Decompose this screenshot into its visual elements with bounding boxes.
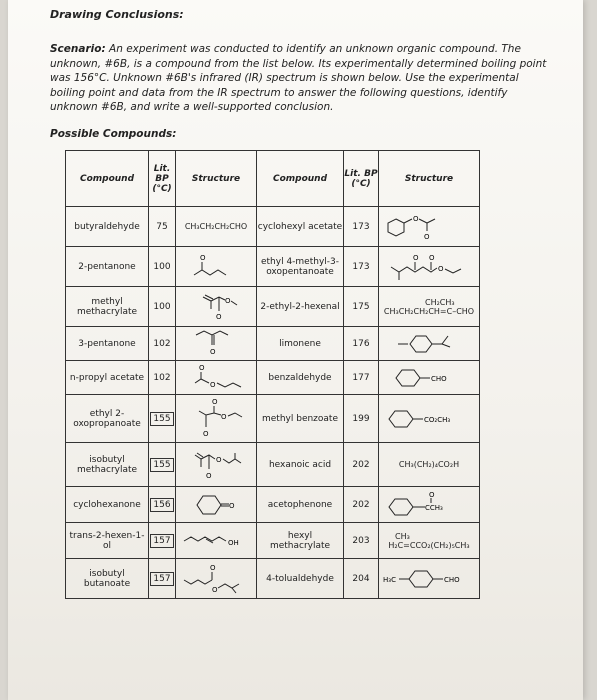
svg-text:O: O: [438, 264, 444, 273]
compound-bp: 100: [149, 247, 176, 287]
compound-name: butyraldehyde: [66, 207, 149, 247]
compound-bp-2: 202: [344, 487, 379, 523]
svg-text:O: O: [424, 232, 430, 241]
page-title: Drawing Conclusions:: [50, 8, 184, 21]
compound-formula: CH₃ H₂C=CCO₂(CH₂)₅CH₃: [379, 523, 480, 559]
compound-bp-2: 204: [344, 559, 379, 599]
compound-formula: CH₂CH₃ CH₃CH₂CH₂CH=C–CHO: [379, 287, 480, 327]
structure-drawing: [176, 487, 257, 523]
compound-name: n-propyl acetate: [66, 361, 149, 395]
structure-drawing: [176, 361, 257, 395]
table-row: [66, 207, 480, 247]
svg-text:O: O: [429, 253, 435, 262]
compound-bp-2: 176: [344, 327, 379, 361]
header-compound-2: Compound: [257, 151, 344, 207]
worksheet-page: [8, 0, 583, 700]
compound-bp: 155: [149, 395, 176, 443]
scenario-label: Scenario:: [50, 43, 106, 55]
svg-text:O: O: [413, 253, 419, 262]
svg-text:O: O: [200, 253, 206, 262]
structure-drawing: [176, 327, 257, 361]
compound-name-2: ethyl 4-methyl-3-oxopentanoate: [257, 247, 344, 287]
svg-text:O: O: [216, 312, 222, 321]
svg-text:CCH₃: CCH₃: [425, 503, 443, 512]
compound-bp: 157: [149, 559, 176, 599]
compound-name: 2-pentanone: [66, 247, 149, 287]
compound-bp: 102: [149, 361, 176, 395]
table-row: [66, 361, 480, 395]
header-bp-2: Lit. BP (°C): [344, 151, 379, 207]
compound-bp: 156: [149, 487, 176, 523]
svg-text:O: O: [216, 455, 222, 464]
structure-drawing: [176, 523, 257, 559]
compound-name-2: 4-tolualdehyde: [257, 559, 344, 599]
compound-name-2: hexanoic acid: [257, 443, 344, 487]
svg-text:O: O: [225, 296, 231, 305]
compound-name-2: cyclohexyl acetate: [257, 207, 344, 247]
svg-text:O: O: [413, 214, 419, 223]
svg-text:O: O: [199, 363, 205, 372]
compound-bp-2: 202: [344, 443, 379, 487]
compound-bp: 75: [149, 207, 176, 247]
compound-bp-2: 175: [344, 287, 379, 327]
structure-drawing: [379, 361, 480, 395]
structure-drawing: [176, 287, 257, 327]
compound-name: cyclohexanone: [66, 487, 149, 523]
compounds-table: [65, 150, 480, 599]
structure-drawing: [379, 559, 480, 599]
compound-name: trans-2-hexen-1-ol: [66, 523, 149, 559]
svg-text:H₃C: H₃C: [383, 575, 396, 584]
svg-text:O: O: [221, 412, 227, 421]
compound-name-2: methyl benzoate: [257, 395, 344, 443]
svg-text:OH: OH: [228, 538, 239, 547]
possible-compounds-label: Possible Compounds:: [50, 128, 177, 140]
compound-bp: 155: [149, 443, 176, 487]
compound-bp-2: 177: [344, 361, 379, 395]
structure-drawing: [379, 247, 480, 287]
svg-text:O: O: [210, 563, 216, 572]
svg-text:O: O: [210, 347, 216, 356]
structure-drawing: [176, 247, 257, 287]
structure-drawing: [379, 395, 480, 443]
table-row: [66, 443, 480, 487]
svg-text:O: O: [210, 380, 216, 389]
compound-bp-2: 203: [344, 523, 379, 559]
compound-name: ethyl 2-oxopropanoate: [66, 395, 149, 443]
header-structure: Structure: [176, 151, 257, 207]
svg-text:O: O: [229, 501, 235, 510]
compound-name-2: benzaldehyde: [257, 361, 344, 395]
header-bp: Lit. BP (°C): [149, 151, 176, 207]
svg-text:O: O: [429, 490, 435, 499]
compound-bp: 102: [149, 327, 176, 361]
table-row: [66, 247, 480, 287]
compound-name: 3-pentanone: [66, 327, 149, 361]
compound-bp: 100: [149, 287, 176, 327]
svg-text:CHO: CHO: [444, 575, 460, 584]
svg-text:O: O: [212, 397, 218, 406]
compound-name-2: hexyl methacrylate: [257, 523, 344, 559]
compound-name: isobutyl methacrylate: [66, 443, 149, 487]
header-compound: Compound: [66, 151, 149, 207]
table-row: [66, 287, 480, 327]
svg-text:CHO: CHO: [431, 374, 447, 383]
compound-name-2: 2-ethyl-2-hexenal: [257, 287, 344, 327]
table-row: [66, 559, 480, 599]
svg-text:O: O: [212, 585, 218, 594]
compound-name-2: limonene: [257, 327, 344, 361]
table-row: [66, 523, 480, 559]
svg-text:O: O: [203, 429, 209, 438]
compound-bp: 157: [149, 523, 176, 559]
compound-bp-2: 199: [344, 395, 379, 443]
table-row: [66, 395, 480, 443]
table-row: [66, 327, 480, 361]
structure-drawing: [176, 443, 257, 487]
compound-formula: CH₃(CH₂)₄CO₂H: [379, 443, 480, 487]
structure-drawing: [379, 207, 480, 247]
table-header-row: [66, 151, 480, 207]
header-structure-2: Structure: [379, 151, 480, 207]
svg-text:CO₂CH₃: CO₂CH₃: [424, 415, 451, 424]
compound-formula: CH₃CH₂CH₂CHO: [176, 207, 257, 247]
structure-drawing: [176, 559, 257, 599]
scenario-text: An experiment was conducted to identify an unknown organic compound. The unknown, #6B, is a compound from the list below. Its experimentally determined boiling point was 156°C. Unknown #6B's infrared (IR) spectrum is shown below. Use the experimental boiling point and data from the IR spectrum to answer the following questions, identify unknown #6B, and write a well-supported conclusion.: [50, 43, 547, 114]
structure-drawing: [176, 395, 257, 443]
structure-drawing: [379, 327, 480, 361]
compound-name: isobutyl butanoate: [66, 559, 149, 599]
structure-drawing: [379, 487, 480, 523]
compound-bp-2: 173: [344, 247, 379, 287]
compound-name: methyl methacrylate: [66, 287, 149, 327]
table-row: [66, 487, 480, 523]
scenario-paragraph: [50, 42, 550, 115]
compound-bp-2: 173: [344, 207, 379, 247]
compound-name-2: acetophenone: [257, 487, 344, 523]
svg-text:O: O: [206, 471, 212, 480]
